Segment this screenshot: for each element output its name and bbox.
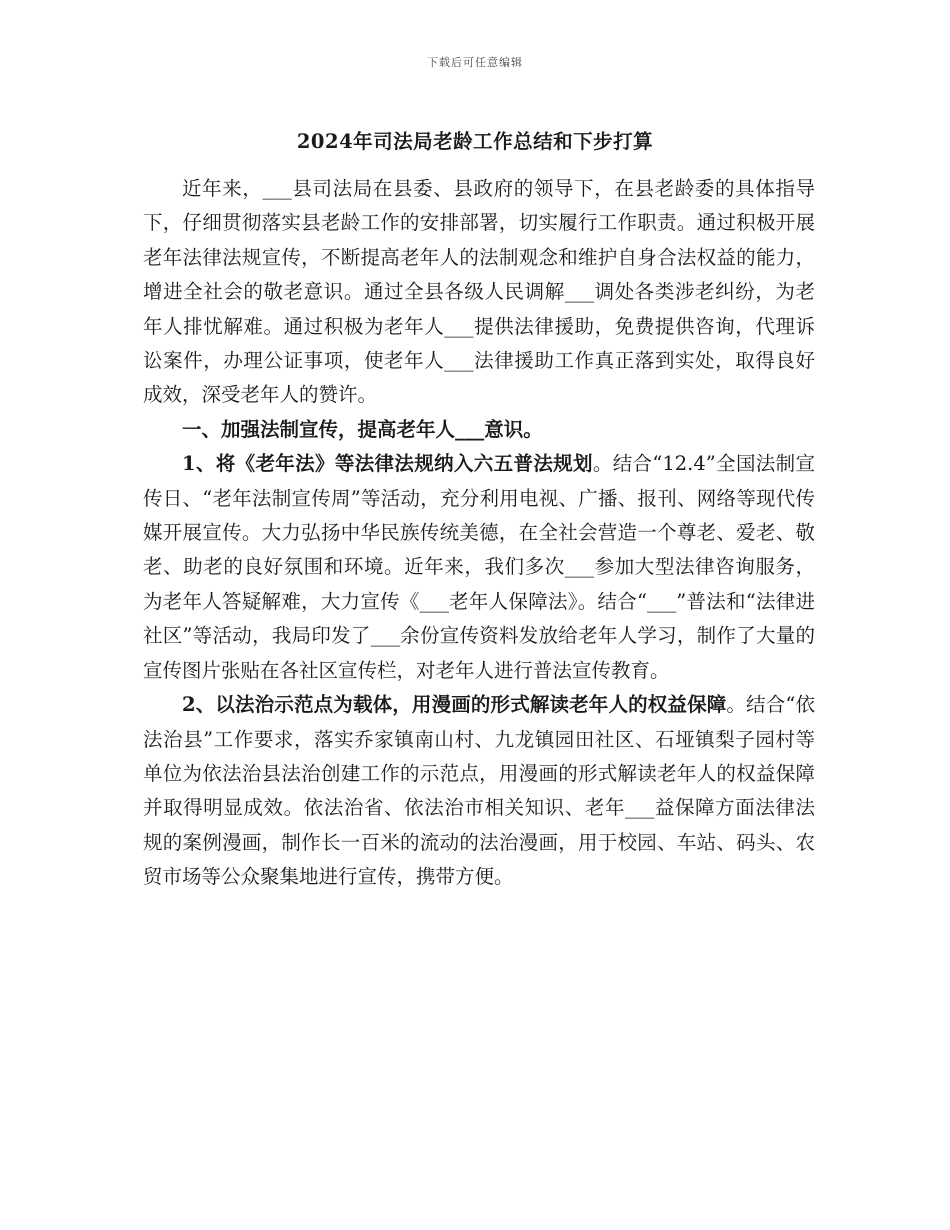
section-item-2 bbox=[143, 688, 815, 894]
item-2-lead: 2、以法治示范点为载体，用漫画的形式解读老年人的权益保障 bbox=[182, 693, 727, 717]
item-2-text: 。结合“依法治县”工作要求，落实乔家镇南山村、九龙镇园田社区、石垭镇梨子园村等单位为依法治县法治创建工作的示范点，用漫画的形式解读老年人的权益保障并取得明显成效。依法治省、依法治市相关知识、老年___益保障方面法律法规的案例漫画，制作长一百米的流动的法治漫画，用于校园、车站、码头、农贸市场等公众聚集地进行宣传，携带方便。 bbox=[143, 693, 815, 889]
section-item-1 bbox=[143, 447, 815, 688]
document-title: 2024年司法局老龄工作总结和下步打算 bbox=[296, 130, 654, 153]
section-heading: 一、加强法制宣传，提高老年人___意识。 bbox=[182, 417, 543, 441]
item-1-text: 。结合“12.4”全国法制宣传日、“老年法制宣传周”等活动，充分利用电视、广播、报刊、网络等现代传媒开展宣传。大力弘扬中华民族传统美德，在全社会营造一个尊老、爱老、敬老、助老的良好氛围和环境。近年来，我们多次___参加大型法律咨询服务，为老年人答疑解难，大力宣传《___老年人保障法》。结合“___”普法和“法律进社区”等活动，我局印发了___余份宣传资料发放给老年人学习，制作了大量的宣传图片张贴在各社区宣传栏，对老年人进行普法宣传教育。 bbox=[143, 452, 815, 682]
item-1-lead: 1、将《老年法》等法律法规纳入六五普法规划 bbox=[182, 452, 593, 476]
intro-paragraph: 近年来，___县司法局在县委、县政府的领导下，在县老龄委的具体指导下，仔细贯彻落实县老龄工作的安排部署，切实履行工作职责。通过积极开展老年法律法规宣传，不断提高老年人的法制观念和维护自身合法权益的能力，增进全社会的敬老意识。通过全县各级人民调解___调处各类涉老纠纷，为老年人排忧解难。通过积极为老年人___提供法律援助，免费提供咨询，代理诉讼案件，办理公证事项，使老年人___法律援助工作真正落到实处，取得良好成效，深受老年人的赞许。 bbox=[143, 177, 815, 407]
page-header-note: 下载后可任意编辑 bbox=[427, 56, 523, 69]
document-body bbox=[143, 172, 815, 895]
